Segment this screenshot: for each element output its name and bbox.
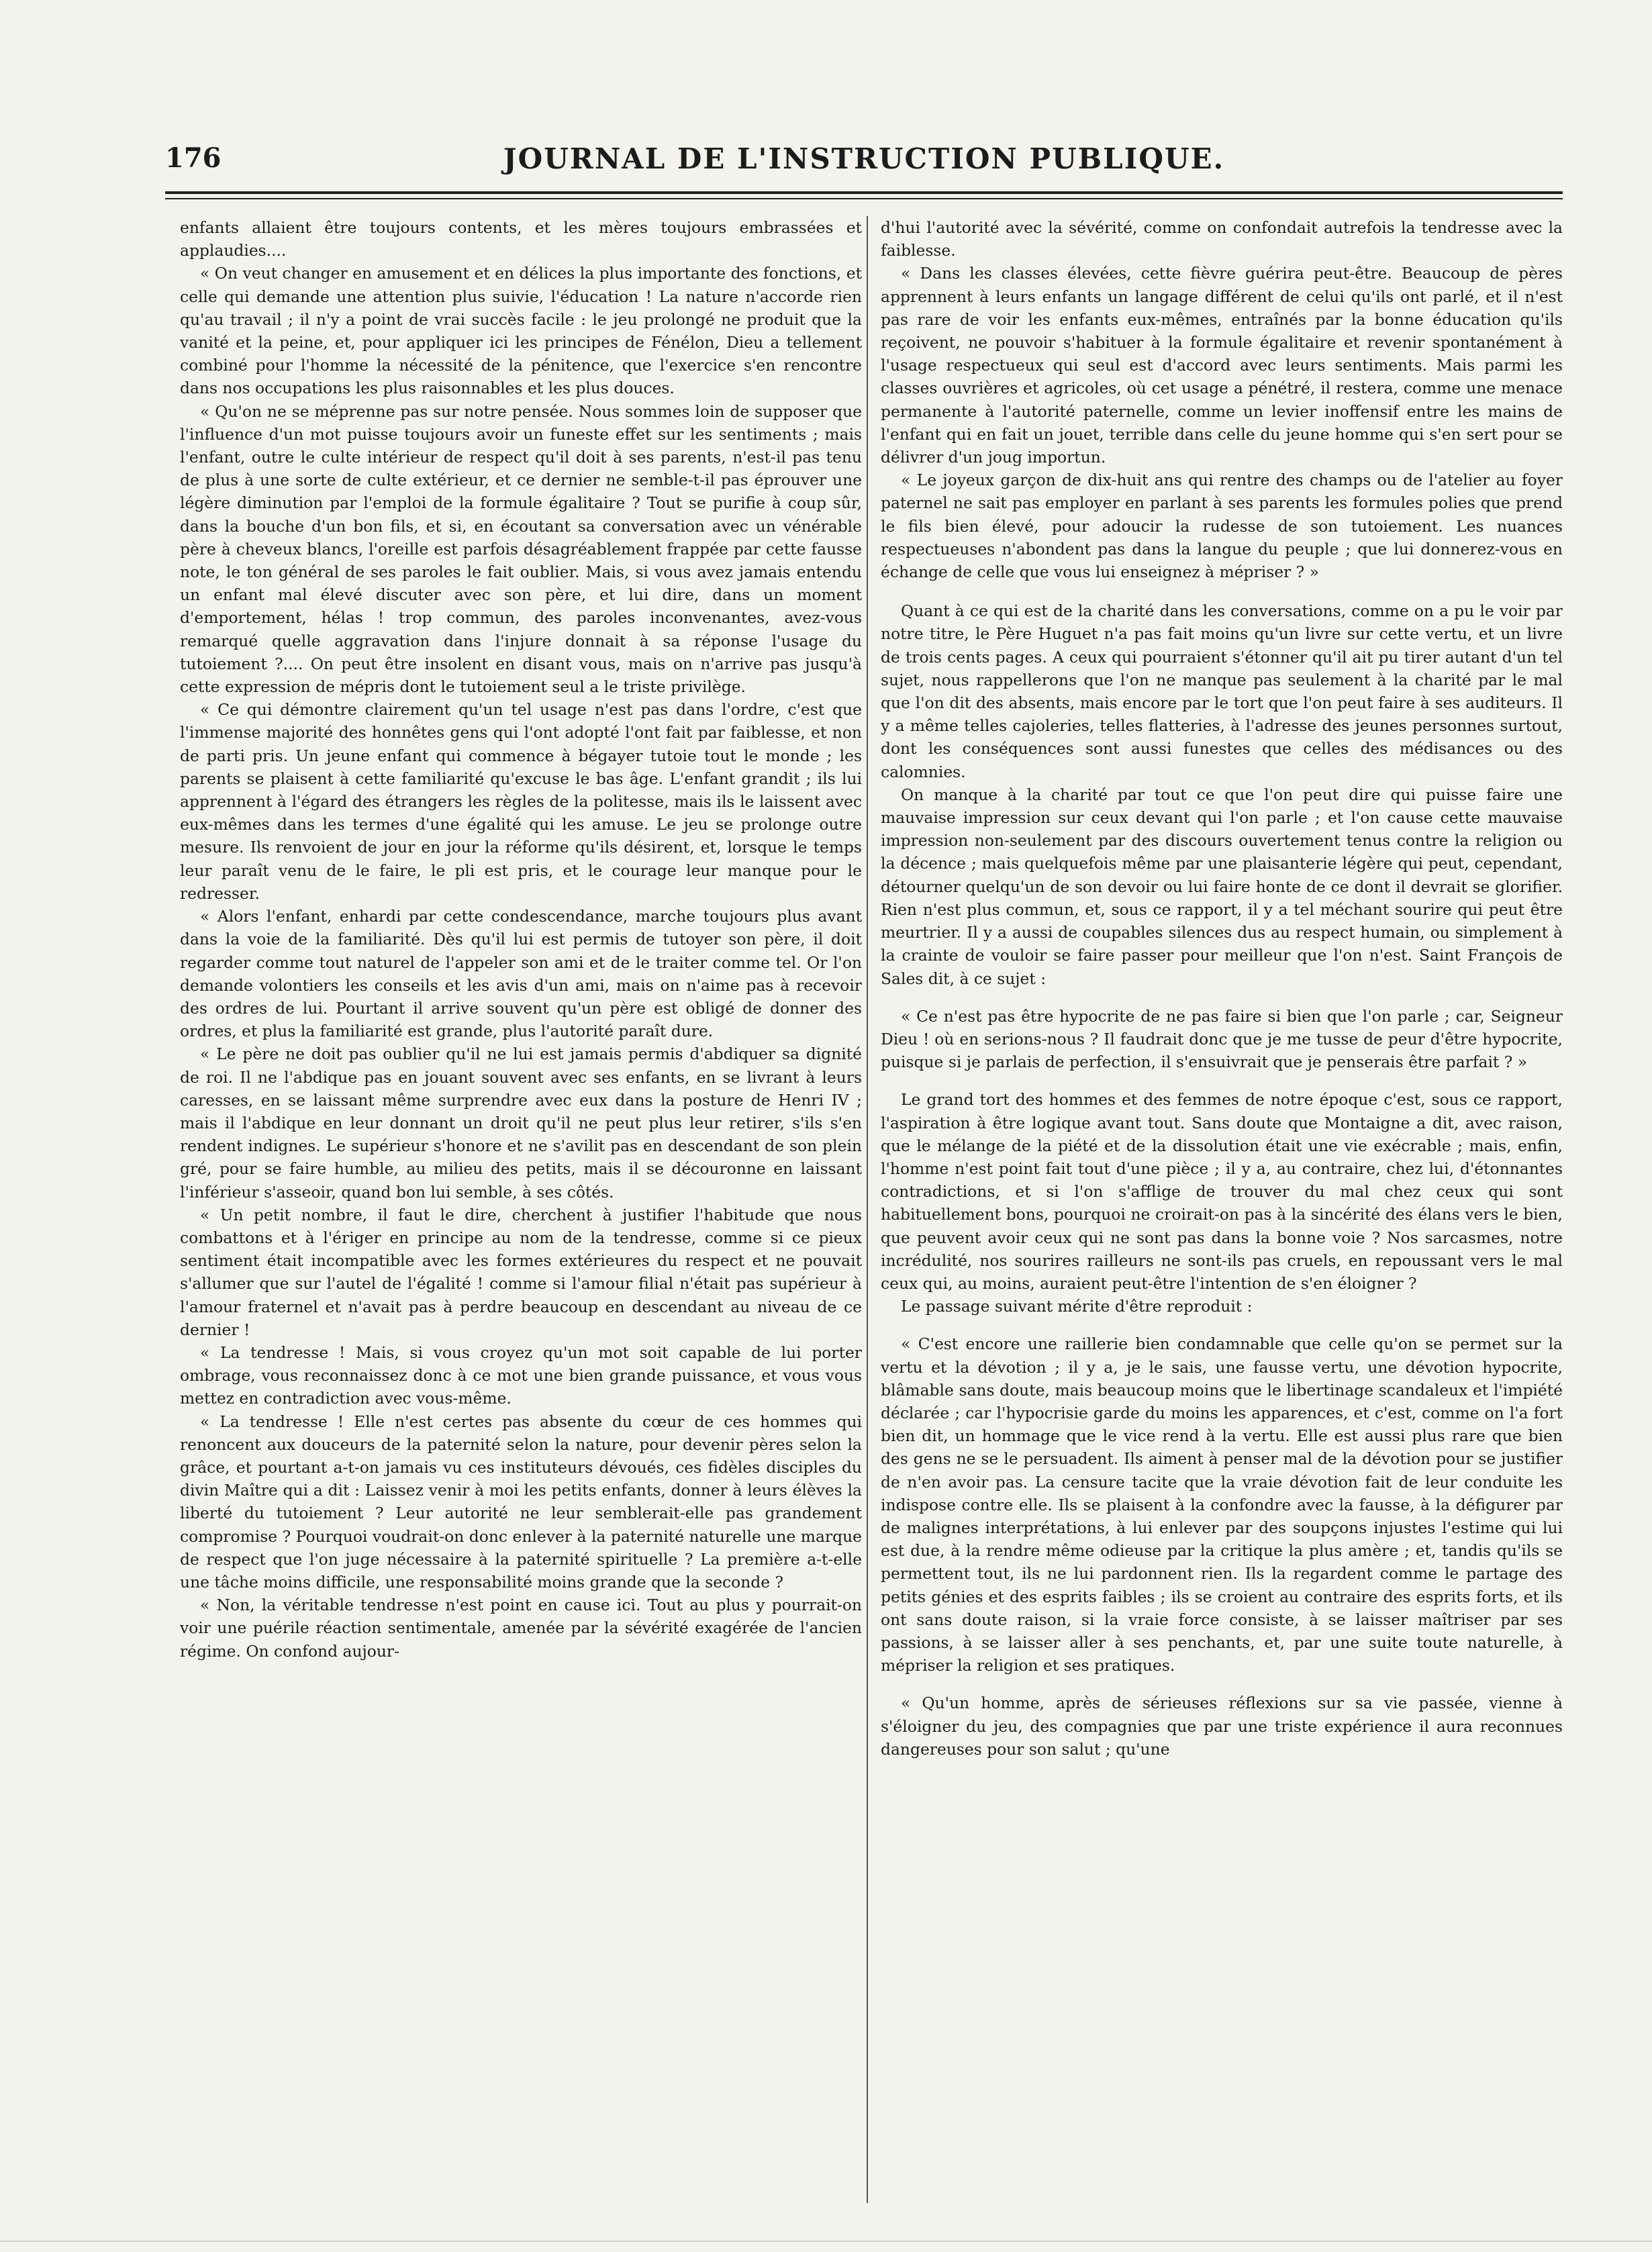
paragraph: « Le joyeux garçon de dix-huit ans qui rentre des champs ou de l'atelier au foyer paternel ne sait pas employer en parlant à ses parents les formules polies que prend le fils bien élevé, pour adoucir la rudesse de son tutoiement. Les nuances respectueuses n'abondent pas dans la langue du peuple ; que lui donnerez-vous en échange de celle que vous lui enseignez à mépriser ? »	[881, 471, 1563, 582]
paragraph: enfants allaient être toujours contents, et les mères toujours embrassées et applaudies....	[180, 218, 862, 260]
page-bottom-edge	[0, 2241, 1652, 2242]
column-divider	[867, 216, 868, 2203]
paragraph: Le grand tort des hommes et des femmes de notre époque c'est, sous ce rapport, l'aspiration à être logique avant tout. Sans doute que Montaigne a dit, avec raison, que le mélange de la piété et de la dissolution était une vie exécrable ; mais, enfin, l'homme n'est point fait tout d'une pièce ; il y a, au contraire, chez lui, d'étonnantes contradictions, et si l'on s'afflige de trouver du mal chez ceux qui sont habituellement bons, pourquoi ne croirait-on pas à la sincérité des élans vers le bien, que peuvent avoir ceux qui ne sont pas dans la bonne voie ? Nos sarcasmes, notre incrédulité, nos sourires railleurs ne sont-ils pas cruels, en repoussant vers le mal ceux qui, au moins, auraient peut-être l'intention de s'en éloigner ?	[881, 1090, 1563, 1293]
paragraph: « Un petit nombre, il faut le dire, cherchent à justifier l'habitude que nous combattons et à l'ériger en principe au nom de la tendresse, comme si ce pieux sentiment était incompatible avec les formes extérieures du respect et ne pouvait s'allumer que sur l'autel de l'égalité ! comme si l'amour filial n'était pas supérieur à l'amour fraternel et n'avait pas à perdre beaucoup en descendant au niveau de ce dernier !	[180, 1205, 862, 1339]
header-rule-thick	[165, 191, 1563, 194]
paragraph: « Dans les classes élevées, cette fièvre guérira peut-être. Beaucoup de pères apprennent à leurs enfants un langage différent de celui qu'ils ont parlé, et il n'est pas rare de voir les enfants eux-mêmes, entraînés par la bonne éducation qu'ils reçoivent, ne pouvoir s'habituer à la formule égalitaire et revenir spontanément à l'usage respectueux qui seul est d'accord avec leurs sentiments. Mais parmi les classes ouvrières et agricoles, où cet usage a pénétré, il restera, comme une menace permanente à l'autorité paternelle, comme un levier inoffensif entre les mains de l'enfant qui en fait un jouet, terrible dans celle du jeune homme qui s'en sert pour se délivrer d'un joug importun.	[881, 264, 1563, 467]
quote-paragraph: « C'est encore une raillerie bien condamnable que celle qu'on se permet sur la vertu et la dévotion ; il y a, je le sais, une fausse vertu, une dévotion hypocrite, blâmable sans doute, mais beaucoup moins que le libertinage scandaleux et l'impiété déclarée ; car l'hypocrisie garde du moins les apparences, et c'est, comme on l'a fort bien dit, un hommage que le vice rend à la vertu. Elle est aussi plus rare que bien des gens ne se le persuadent. Ils aiment à penser mal de la dévotion pour se justifier de n'en avoir pas. La censure tacite que la vraie dévotion fait de leur conduite les indispose contre elle. Ils se plaisent à la confondre avec la fausse, à la défigurer par de malignes interprétations, à lui enlever par des soupçons injustes l'estime qui lui est due, à la rendre même odieuse par la critique la plus amère ; et, tandis qu'ils se permettent tout, ils ne lui pardonnent rien. Ils la regardent comme le partage des petits génies et des esprits faibles ; ils se croient au contraire des esprits forts, et ils ont sans doute raison, si la vraie force consiste, à se laisser maîtriser par ses passions, à se laisser aller à ses penchants, et, par une suite toute naturelle, à mépriser la religion et ses pratiques.	[881, 1334, 1563, 1675]
quote-paragraph: « Ce n'est pas être hypocrite de ne pas faire si bien que l'on parle ; car, Seigneur Dieu ! où en serions-nous ? Il faudrait donc que je me tusse de peur d'être hypocrite, puisque si je parlais de perfection, il s'ensuivrait que je penserais être parfait ? »	[881, 1006, 1563, 1072]
paragraph: « Ce qui démontre clairement qu'un tel usage n'est pas dans l'ordre, c'est que l'immense majorité des honnêtes gens qui l'ont adopté l'ont fait par faiblesse, et non de parti pris. Un jeune enfant qui commence à bégayer tutoie tout le monde ; les parents se plaisent à cette familiarité qu'excuse le bas âge. L'enfant grandit ; ils lui apprennent à l'égard des étrangers les règles de la politesse, mais ils le laissent avec eux-mêmes dans les termes d'une égalité qui les amuse. Le jeu se prolonge outre mesure. Ils renvoient de jour en jour la réforme qu'ils désirent, et, lorsque le temps leur paraît venu de le faire, le pli est pris, et le courage leur manque pour le redresser.	[180, 700, 862, 903]
right-column	[881, 216, 1563, 2203]
paragraph: Quant à ce qui est de la charité dans les conversations, comme on a pu le voir par notre titre, le Père Huguet n'a pas fait moins qu'un livre sur cette vertu, et un livre de trois cents pages. A ceux qui pourraient s'étonner qu'il ait pu tirer autant d'un tel sujet, nous rappellerons que l'on ne manque pas seulement à la charité par le mal que l'on dit des absents, mais encore par le tort que l'on peut faire à ses auditeurs. Il y a même telles cajoleries, telles flatteries, à l'adresse des jeunes personnes surtout, dont les conséquences sont aussi funestes que celles des médisances ou des calomnies.	[881, 601, 1563, 781]
paragraph: « La tendresse ! Mais, si vous croyez qu'un mot soit capable de lui porter ombrage, vous reconnaissez donc à ce mot une bien grande puissance, et vous vous mettez en contradiction avec vous-même.	[180, 1342, 862, 1408]
page-header	[165, 142, 1563, 183]
paragraph: « Le père ne doit pas oublier qu'il ne lui est jamais permis d'abdiquer sa dignité de roi. Il ne l'abdique pas en jouant souvent avec ses enfants, en se livrant à leurs caresses, en se laissant même surprendre avec eux dans la posture de Henri IV ; mais il l'abdique en leur donnant un droit qu'il ne peut plus leur retirer, s'ils s'en rendent indignes. Le supérieur s'honore et ne s'avilit pas en descendant de son plein gré, pour se faire humble, au milieu des petits, mais il se découronne en laissant l'inférieur s'asseoir, quand bon lui semble, à ses côtés.	[180, 1044, 862, 1202]
paragraph: « Qu'on ne se méprenne pas sur notre pensée. Nous sommes loin de supposer que l'influence d'un mot puisse toujours avoir un funeste effet sur les sentiments ; mais l'enfant, outre le culte intérieur de respect qu'il doit à ses parents, n'est-il pas tenu de plus à une sorte de culte extérieur, et ce dernier ne semble-t-il pas éprouver une légère diminution par l'emploi de la formule égalitaire ? Tout se purifie à coup sûr, dans la bouche d'un bon fils, et si, en écoutant sa conversation avec un vénérable père à cheveux blancs, l'oreille est parfois désagréablement frappée par cette fausse note, le ton général de ses paroles le fait oublier. Mais, si vous avez jamais entendu un enfant mal élevé discuter avec son père, et lui dire, dans un moment d'emportement, hélas ! trop commun, des paroles inconvenantes, avez-vous remarqué quelle aggravation dans l'injure donnait à sa réponse l'usage du tutoiement ?.... On peut être insolent en disant vous, mais on n'arrive pas jusqu'à cette expression de mépris dont le tutoiement seul a le triste privilège.	[180, 401, 862, 697]
paragraph: « Alors l'enfant, enhardi par cette condescendance, marche toujours plus avant dans la voie de la familiarité. Dès qu'il lui est permis de tutoyer son père, il doit regarder comme tout naturel de l'appeler son ami et de le traiter comme tel. Or l'on demande volontiers les conseils et les avis d'un ami, mais on n'aime pas à recevoir des ordres de lui. Pourtant il arrive souvent qu'un père est obligé de donner des ordres, et plus la familiarité est grande, plus l'autorité paraît dure.	[180, 907, 862, 1041]
paragraph: « Qu'un homme, après de sérieuses réflexions sur sa vie passée, vienne à s'éloigner du jeu, des compagnies que par une triste expérience il aura reconnues dangereuses pour son salut ; qu'une	[881, 1694, 1563, 1759]
paragraph: « On veut changer en amusement et en délices la plus importante des fonctions, et celle qui demande une attention plus suivie, l'éducation ! La nature n'accorde rien qu'au travail ; il n'y a point de vrai succès facile : le jeu prolongé ne produit que la vanité et la peine, et, pour appliquer ici les principes de Fénélon, Dieu a tellement combiné pour l'homme la nécessité de la pénitence, que l'exercice s'en rencontre dans nos occupations les plus raisonnables et les plus douces.	[180, 264, 862, 398]
left-column	[180, 216, 862, 2203]
header-rule-thin	[165, 198, 1563, 199]
paragraph: « Non, la véritable tendresse n'est point en cause ici. Tout au plus y pourrait-on voir une puérile réaction sentimentale, amenée par la sévérité exagérée de l'ancien régime. On confond aujour-	[180, 1596, 862, 1661]
journal-title: JOURNAL DE L'INSTRUCTION PUBLIQUE.	[503, 142, 1225, 175]
paragraph: d'hui l'autorité avec la sévérité, comme on confondait autrefois la tendresse avec la faiblesse.	[881, 218, 1563, 260]
paragraph: « La tendresse ! Elle n'est certes pas absente du cœur de ces hommes qui renoncent aux douceurs de la paternité selon la nature, pour devenir pères selon la grâce, et pourtant a-t-on jamais vu ces instituteurs dévoués, ces fidèles disciples du divin Maître qui a dit : Laissez venir à moi les petits enfants, donner à leurs élèves la liberté du tutoiement ? Leur autorité ne leur semblerait-elle pas grandement compromise ? Pourquoi voudrait-on donc enlever à la paternité naturelle une marque de respect que l'on juge nécessaire à la paternité spirituelle ? La première a-t-elle une tâche moins difficile, une responsabilité moins grande que la seconde ?	[180, 1412, 862, 1592]
paragraph: Le passage suivant mérite d'être reproduit :	[901, 1297, 1253, 1316]
paragraph: On manque à la charité par tout ce que l'on peut dire qui puisse faire une mauvaise impression sur ceux devant qui l'on parle ; et l'on cause cette mauvaise impression non-seulement par des discours ouvertement tenus contre la religion ou la décence ; mais quelquefois même par une plaisanterie légère qui peut, cependant, détourner quelqu'un de son devoir ou lui faire honte de ce dont il devrait se glorifier. Rien n'est plus commun, et, sous ce rapport, il y a tel méchant sourire qui peut être meurtrier. Il y a aussi de coupables silences dus au respect humain, ou simplement à la crainte de vouloir se faire passer pour meilleur que l'on n'est. Saint François de Sales dit, à ce sujet :	[881, 785, 1563, 988]
page-number: 176	[165, 142, 222, 174]
